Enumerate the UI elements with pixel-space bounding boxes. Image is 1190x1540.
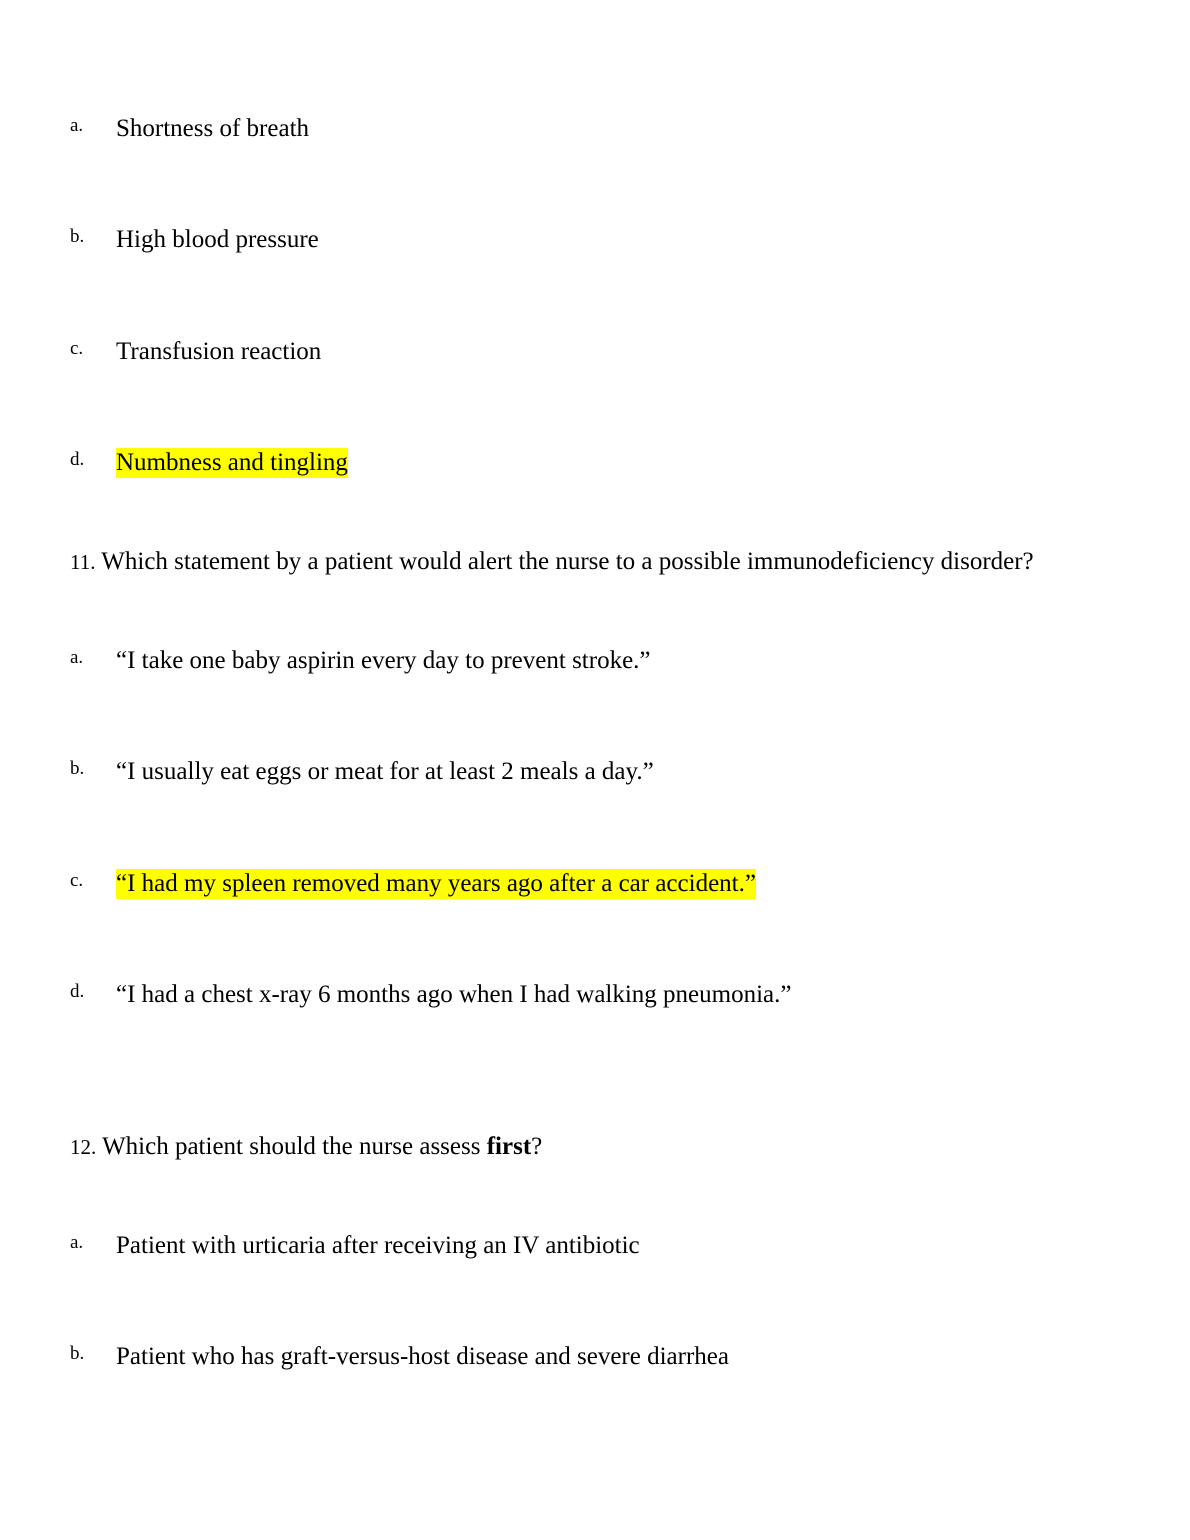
question-12 <box>70 1132 542 1162</box>
option-text-highlighted: Numbness and tingling <box>116 449 348 476</box>
q12-option-b <box>0 1342 1190 1382</box>
question-text: Which statement by a patient would alert the nurse to a possible immunodeficiency disorder? <box>101 548 1034 575</box>
question-emphasis: first <box>486 1133 532 1160</box>
question-number: 11. <box>70 550 96 574</box>
option-letter: b. <box>70 226 85 247</box>
option-text-highlighted: “I had my spleen removed many years ago after a car accident.” <box>116 870 756 897</box>
question-number: 12. <box>70 1135 97 1159</box>
question-11 <box>70 547 1034 577</box>
option-text: High blood pressure <box>116 226 319 253</box>
option-letter: a. <box>70 647 84 668</box>
option-letter: a. <box>70 115 84 136</box>
option-text: “I usually eat eggs or meat for at least 2 meals a day.” <box>116 758 654 785</box>
option-text: Shortness of breath <box>116 115 310 142</box>
option-letter: d. <box>70 981 85 1002</box>
option-text: Transfusion reaction <box>116 338 322 365</box>
option-letter: d. <box>70 449 85 470</box>
q10-option-a <box>0 114 1190 154</box>
question-punctuation: ? <box>531 1133 543 1160</box>
option-letter: a. <box>70 1232 84 1253</box>
option-text: Patient with urticaria after receiving an IV antibiotic <box>116 1232 640 1259</box>
option-text: Patient who has graft-versus-host disease and severe diarrhea <box>116 1343 729 1370</box>
q10-option-c <box>0 337 1190 377</box>
q12-option-a <box>0 1231 1190 1271</box>
option-letter: b. <box>70 758 85 779</box>
option-letter: c. <box>70 338 84 359</box>
option-text: “I take one baby aspirin every day to prevent stroke.” <box>116 647 651 674</box>
option-letter: c. <box>70 870 84 891</box>
q11-option-d <box>0 980 1190 1020</box>
q11-option-a <box>0 646 1190 686</box>
q10-option-b <box>0 225 1190 265</box>
q11-option-c-highlighted <box>0 869 1190 909</box>
option-letter: b. <box>70 1343 85 1364</box>
option-text: “I had a chest x-ray 6 months ago when I had walking pneumonia.” <box>116 981 792 1008</box>
q10-option-d-highlighted <box>0 448 1190 488</box>
q11-option-b <box>0 757 1190 797</box>
question-text: Which patient should the nurse assess <box>102 1133 487 1160</box>
